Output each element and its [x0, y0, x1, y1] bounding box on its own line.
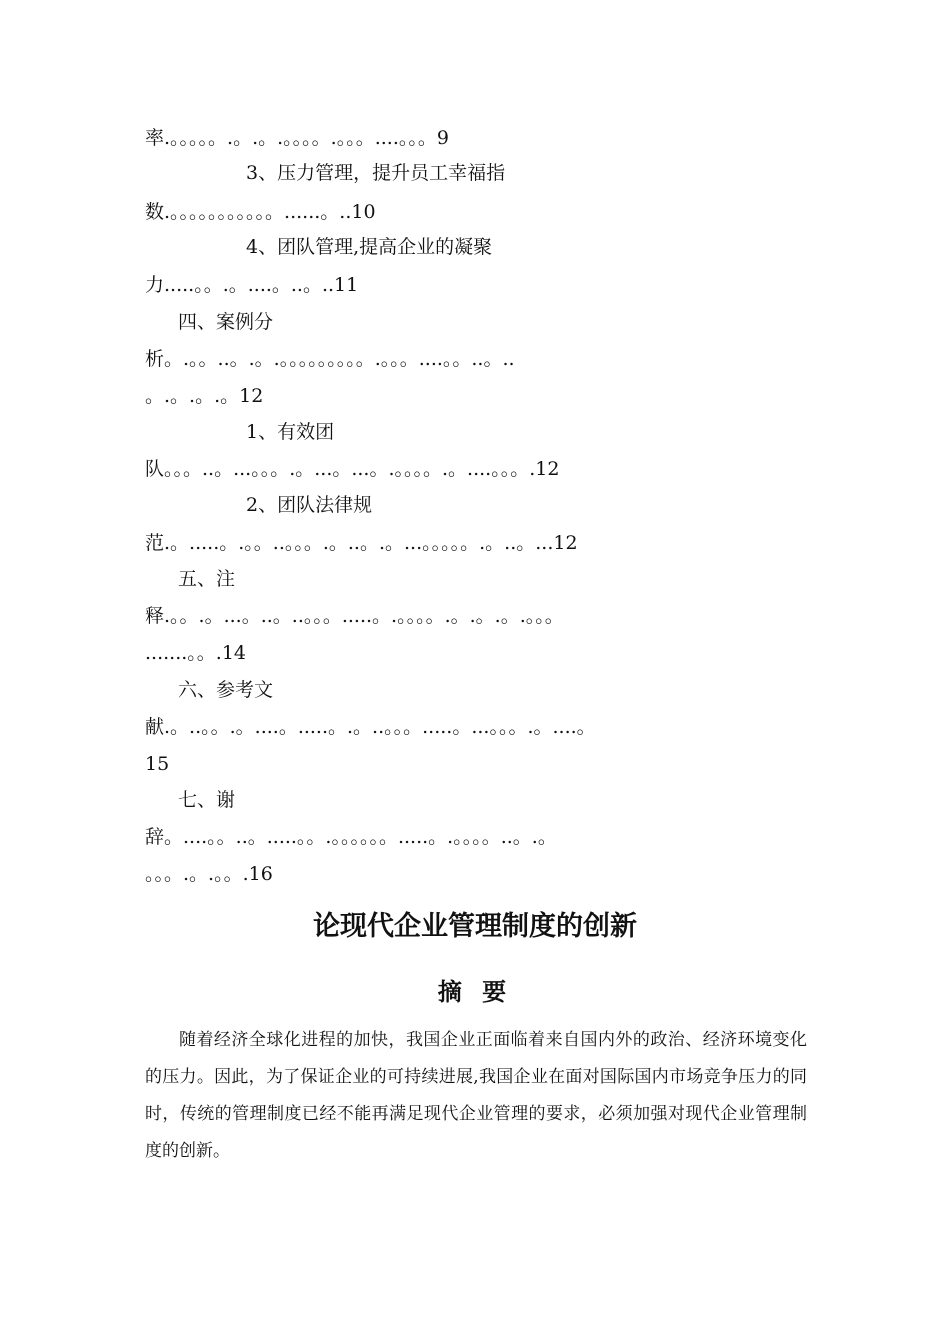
abstract-paragraph: 随着经济全球化进程的加快，我国企业正面临着来自国内外的政治、经济环境变化的压力。因此，为了保证企业的可持续进展,我国企业在面对国际国内市场竞争压力的同时，传统的管理制度已经不能再满足现代企业管理的要求，必须加强对现代企业管理制度的创新。 — [145, 1030, 807, 1161]
document-title: 论现代企业管理制度的创新 — [313, 911, 637, 942]
toc-entry: 献.。..。。.。....。.....。.。..。。。.....。...。。。.。....。 — [145, 716, 596, 738]
toc-entry: 释.。。.。...。..。..。。。.....。.。。。。.。.。.。.。。。 — [145, 605, 564, 627]
toc-entry: 五、注 — [178, 568, 236, 590]
toc-entry: 队。。。..。...。。。.。...。...。.。。。。.。....。。。.12 — [145, 458, 560, 480]
toc-entry: 4、团队管理,提高企业的凝聚 — [246, 236, 493, 258]
toc-entry: 3、压力管理，提升员工幸福指 — [246, 162, 506, 184]
toc-entry: 析。.。。..。.。.。。。。。。。。。.。。。....。。..。.. — [145, 348, 515, 370]
toc-entry: 15 — [145, 753, 170, 775]
toc-entry: 辞。....。。..。.....。。.。。。。。。.....。.。。。。..。.。 — [145, 826, 557, 848]
toc-entry: 。。。.。.。。.16 — [145, 863, 273, 885]
toc-entry: .......。。.14 — [145, 642, 246, 664]
toc-entry: 四、案例分 — [178, 311, 274, 333]
toc-entry: 率.。。。。。.。.。.。。。。.。。。....。。。9 — [145, 127, 449, 149]
toc-entry: 六、参考文 — [178, 679, 274, 701]
toc-entry: 2、团队法律规 — [246, 494, 373, 516]
toc-entry: 范.。.....。.。。..。。。.。..。.。...。。。。。.。..。...12 — [145, 532, 578, 554]
toc-entry: 七、谢 — [178, 789, 236, 811]
abstract-heading: 摘 要 — [437, 978, 513, 1006]
toc-entry: 数.。。。。。。。。。。。......。..10 — [145, 201, 376, 223]
toc-entry: 1、有效团 — [246, 421, 335, 443]
toc-entry: 。.。.。.。12 — [145, 385, 264, 407]
toc-entry: 力.....。。.。....。..。..11 — [145, 274, 359, 296]
